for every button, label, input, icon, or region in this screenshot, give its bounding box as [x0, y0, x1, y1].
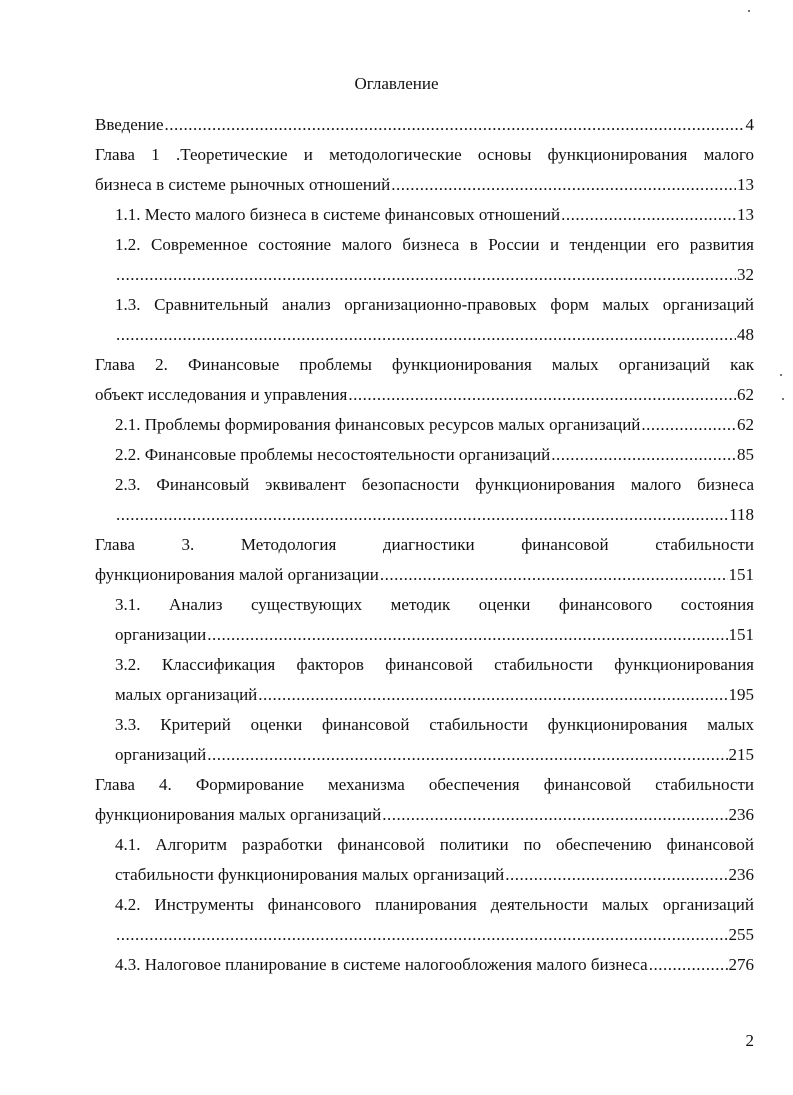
toc-title: Оглавление: [354, 74, 439, 93]
scan-speck: [748, 10, 750, 12]
toc-section-entry: [95, 230, 754, 290]
toc-page-number: 13: [737, 175, 754, 194]
toc-entry-final-line: [95, 560, 754, 590]
toc-entry-final-line: [95, 380, 754, 410]
toc-entry-line: 1.3. Сравнительный анализ организационно-правовых форм малых организаций: [115, 295, 754, 314]
toc-page-number: 236: [728, 865, 754, 884]
toc-entry-text: Введение: [95, 115, 164, 134]
toc-entry-line: Глава 2. Финансовые проблемы функционирования малых организаций как: [95, 355, 754, 374]
toc-page-number: 215: [728, 745, 754, 764]
toc-chapter-entry: [95, 110, 754, 140]
scan-speck: [782, 398, 784, 400]
dot-leader: [116, 500, 728, 530]
toc-entry-final-line: [115, 260, 754, 290]
toc-entry-line: 3.2. Классификация факторов финансовой стабильности функционирования: [115, 655, 754, 674]
dot-leader: [165, 110, 745, 140]
toc-entry-final-line: [115, 440, 754, 470]
toc-entry-final-line: [115, 920, 754, 950]
toc-chapter-entry: [95, 770, 754, 830]
toc-section-entry: [95, 890, 754, 950]
toc-entry-final-line: [115, 500, 754, 530]
toc-page-number: 118: [729, 505, 754, 524]
toc-entry-final-line: [115, 860, 754, 890]
toc-entry-text: 2.1. Проблемы формирования финансовых ресурсов малых организаций: [115, 415, 641, 434]
dot-leader: [207, 740, 727, 770]
toc-entry-final-line: [95, 170, 754, 200]
toc-entry-text: функционирования малой организации: [95, 565, 379, 584]
toc-page-number: 32: [737, 265, 754, 284]
dot-leader: [380, 560, 728, 590]
toc-page-number: 151: [728, 565, 754, 584]
toc-section-entry: [95, 410, 754, 440]
toc-entry-final-line: [95, 800, 754, 830]
toc-entry-text: бизнеса в системе рыночных отношений: [95, 175, 391, 194]
dot-leader: [551, 440, 736, 470]
toc-entry-final-line: [95, 110, 754, 140]
toc-entry-line: Глава 4. Формирование механизма обеспечения финансовой стабильности: [95, 775, 754, 794]
toc-page-number: 236: [728, 805, 754, 824]
toc-page-number: 48: [737, 325, 754, 344]
toc-chapter-entry: [95, 350, 754, 410]
dot-leader: [561, 200, 736, 230]
toc-page-number: 85: [737, 445, 754, 464]
toc-section-entry: [95, 290, 754, 350]
toc-entry-line: 4.1. Алгоритм разработки финансовой политики по обеспечению финансовой: [115, 835, 754, 854]
toc-page-number: 276: [728, 955, 754, 974]
toc-entry-line: 3.3. Критерий оценки финансовой стабильности функционирования малых: [115, 715, 754, 734]
dot-leader: [505, 860, 727, 890]
dot-leader: [641, 410, 736, 440]
toc-entry-text: 1.1. Место малого бизнеса в системе финансовых отношений: [115, 205, 561, 224]
toc-entry-line: Глава 3. Методология диагностики финансовой стабильности: [95, 535, 754, 554]
toc-section-entry: [95, 830, 754, 890]
dot-leader: [116, 320, 736, 350]
dot-leader: [207, 620, 727, 650]
toc-entry-text: малых организаций: [115, 685, 258, 704]
toc-entry-final-line: [115, 950, 754, 980]
table-of-contents: [95, 110, 754, 980]
toc-section-entry: [95, 470, 754, 530]
toc-page-number: 4: [745, 115, 754, 134]
toc-section-entry: [95, 440, 754, 470]
toc-entry-text: стабильности функционирования малых организаций: [115, 865, 505, 884]
dot-leader: [649, 950, 728, 980]
toc-entry-text: объект исследования и управления: [95, 385, 348, 404]
toc-page-number: 195: [728, 685, 754, 704]
toc-chapter-entry: [95, 140, 754, 200]
toc-entry-final-line: [115, 410, 754, 440]
toc-entry-final-line: [115, 620, 754, 650]
dot-leader: [116, 260, 736, 290]
toc-section-entry: [95, 710, 754, 770]
toc-entry-text: организации: [115, 625, 207, 644]
toc-section-entry: [95, 650, 754, 710]
toc-entry-final-line: [115, 320, 754, 350]
toc-section-entry: [95, 200, 754, 230]
scan-speck: [780, 374, 782, 376]
toc-page-number: 255: [728, 925, 754, 944]
toc-entry-text: функционирования малых организаций: [95, 805, 382, 824]
dot-leader: [116, 920, 728, 950]
toc-section-entry: [95, 950, 754, 980]
dot-leader: [348, 380, 736, 410]
toc-page-number: 62: [737, 415, 754, 434]
toc-page-number: 13: [737, 205, 754, 224]
toc-section-entry: [95, 590, 754, 650]
toc-page-number: 151: [728, 625, 754, 644]
dot-leader: [258, 680, 727, 710]
toc-entry-line: 1.2. Современное состояние малого бизнеса в России и тенденции его развития: [115, 235, 754, 254]
toc-page-number: 62: [737, 385, 754, 404]
page-number: 2: [745, 1031, 754, 1050]
toc-entry-final-line: [115, 740, 754, 770]
toc-entry-final-line: [115, 680, 754, 710]
toc-chapter-entry: [95, 530, 754, 590]
toc-entry-text: 4.3. Налоговое планирование в системе налогообложения малого бизнеса: [115, 955, 648, 974]
toc-entry-text: 2.2. Финансовые проблемы несостоятельности организаций: [115, 445, 551, 464]
toc-entry-line: 2.3. Финансовый эквивалент безопасности функционирования малого бизнеса: [115, 475, 754, 494]
toc-entry-final-line: [115, 200, 754, 230]
toc-entry-line: Глава 1 .Теоретические и методологические основы функционирования малого: [95, 145, 754, 164]
toc-entry-line: 3.1. Анализ существующих методик оценки финансового состояния: [115, 595, 754, 614]
dot-leader: [382, 800, 727, 830]
dot-leader: [391, 170, 736, 200]
toc-entry-text: организаций: [115, 745, 207, 764]
toc-entry-line: 4.2. Инструменты финансового планирования деятельности малых организаций: [115, 895, 754, 914]
